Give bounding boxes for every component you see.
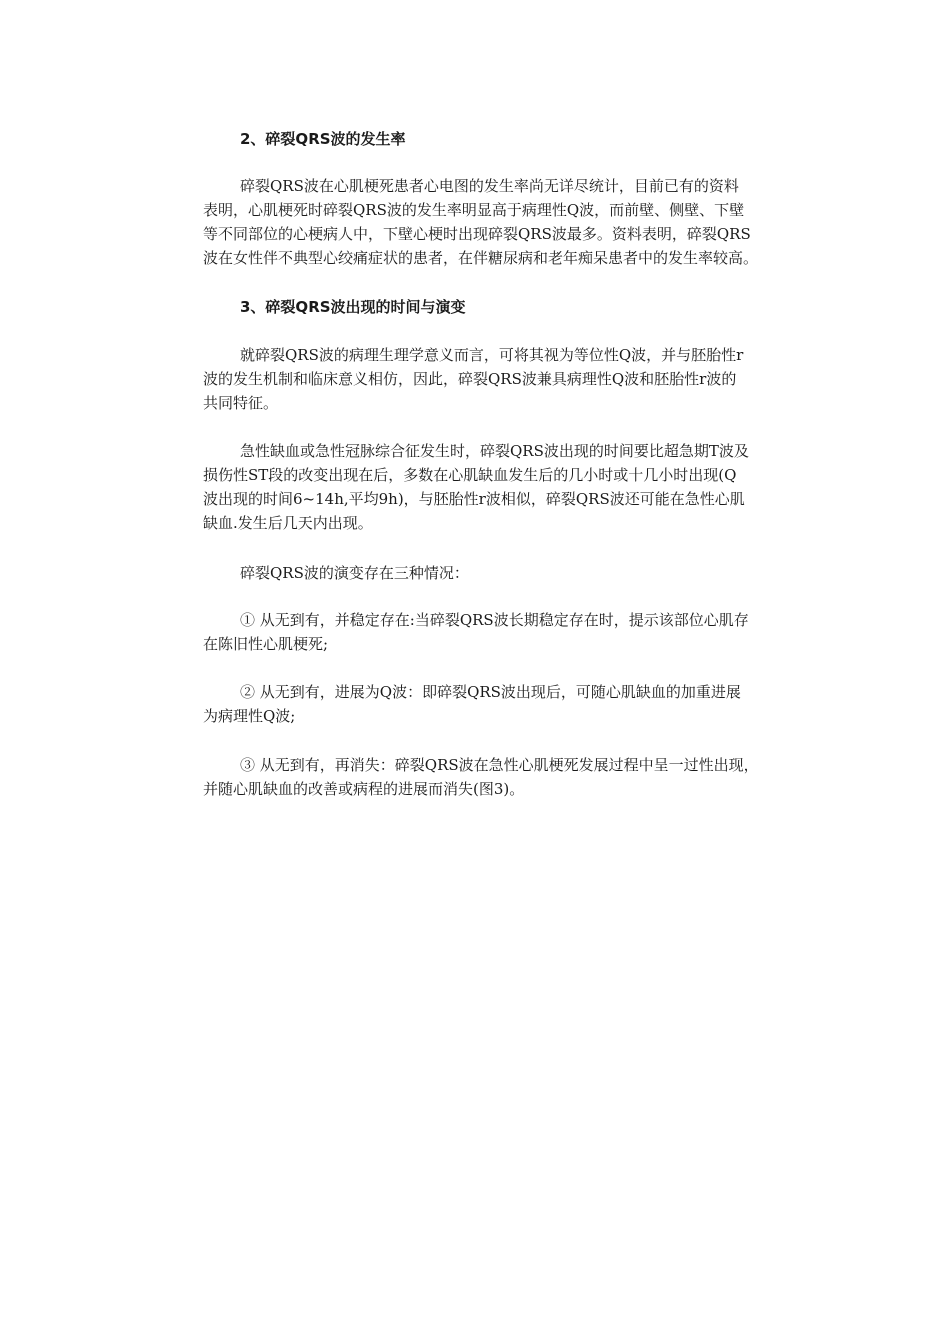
- text-line: 等不同部位的心梗病人中，下壁心梗时出现碎裂QRS波最多。资料表明，碎裂QRS: [203, 225, 751, 243]
- text-line: 波的发生机制和临床意义相仿，因此，碎裂QRS波兼具病理性Q波和胚胎性r波的: [203, 370, 737, 388]
- text-line: 碎裂QRS波的演变存在三种情况：: [240, 564, 469, 582]
- text-line: 损伤性ST段的改变出现在后，多数在心肌缺血发生后的几小时或十几小时出现(Q: [203, 466, 737, 484]
- text-line: 就碎裂QRS波的病理生理学意义而言，可将其视为等位性Q波，并与胚胎性r: [240, 346, 744, 364]
- section-3-paragraph-3: [203, 561, 815, 585]
- text-line: 在陈旧性心肌梗死;: [203, 635, 329, 653]
- text-line: 波出现的时间6~14h,平均9h)，与胚胎性r波相似，碎裂QRS波还可能在急性心肌: [203, 490, 745, 508]
- section-3-paragraph-2: [203, 439, 815, 535]
- text-line: 并随心肌缺血的改善或病程的进展而消失(图3)。: [203, 780, 525, 798]
- text-line: ③ 从无到有，再消失：碎裂QRS波在急性心肌梗死发展过程中呈一过性出现，: [240, 756, 759, 774]
- section-3-heading: 3、碎裂QRS波出现的时间与演变: [240, 298, 466, 316]
- evolution-item-2: [203, 680, 815, 728]
- section-3-paragraph-1: [203, 343, 815, 415]
- text-line: 表明，心肌梗死时碎裂QRS波的发生率明显高于病理性Q波，而前壁、侧壁、下壁: [203, 201, 745, 219]
- text-line: 为病理性Q波;: [203, 707, 296, 725]
- text-line: ② 从无到有，进展为Q波：即碎裂QRS波出现后，可随心肌缺血的加重进展: [240, 683, 741, 701]
- section-2-heading: 2、碎裂QRS波的发生率: [240, 130, 406, 148]
- evolution-item-3: [203, 753, 815, 801]
- section-2-paragraph-1: [203, 174, 815, 270]
- text-line: 碎裂QRS波在心肌梗死患者心电图的发生率尚无详尽统计，目前已有的资料: [240, 177, 739, 195]
- text-line: 缺血.发生后几天内出现。: [203, 514, 373, 532]
- evolution-item-1: [203, 608, 815, 656]
- text-line: ① 从无到有，并稳定存在:当碎裂QRS波长期稳定存在时，提示该部位心肌存: [240, 611, 749, 629]
- text-line: 共同特征。: [203, 394, 279, 412]
- text-line: 波在女性伴不典型心绞痛症状的患者，在伴糖尿病和老年痴呆患者中的发生率较高。: [203, 249, 759, 267]
- text-line: 急性缺血或急性冠脉综合征发生时，碎裂QRS波出现的时间要比超急期T波及: [240, 442, 749, 460]
